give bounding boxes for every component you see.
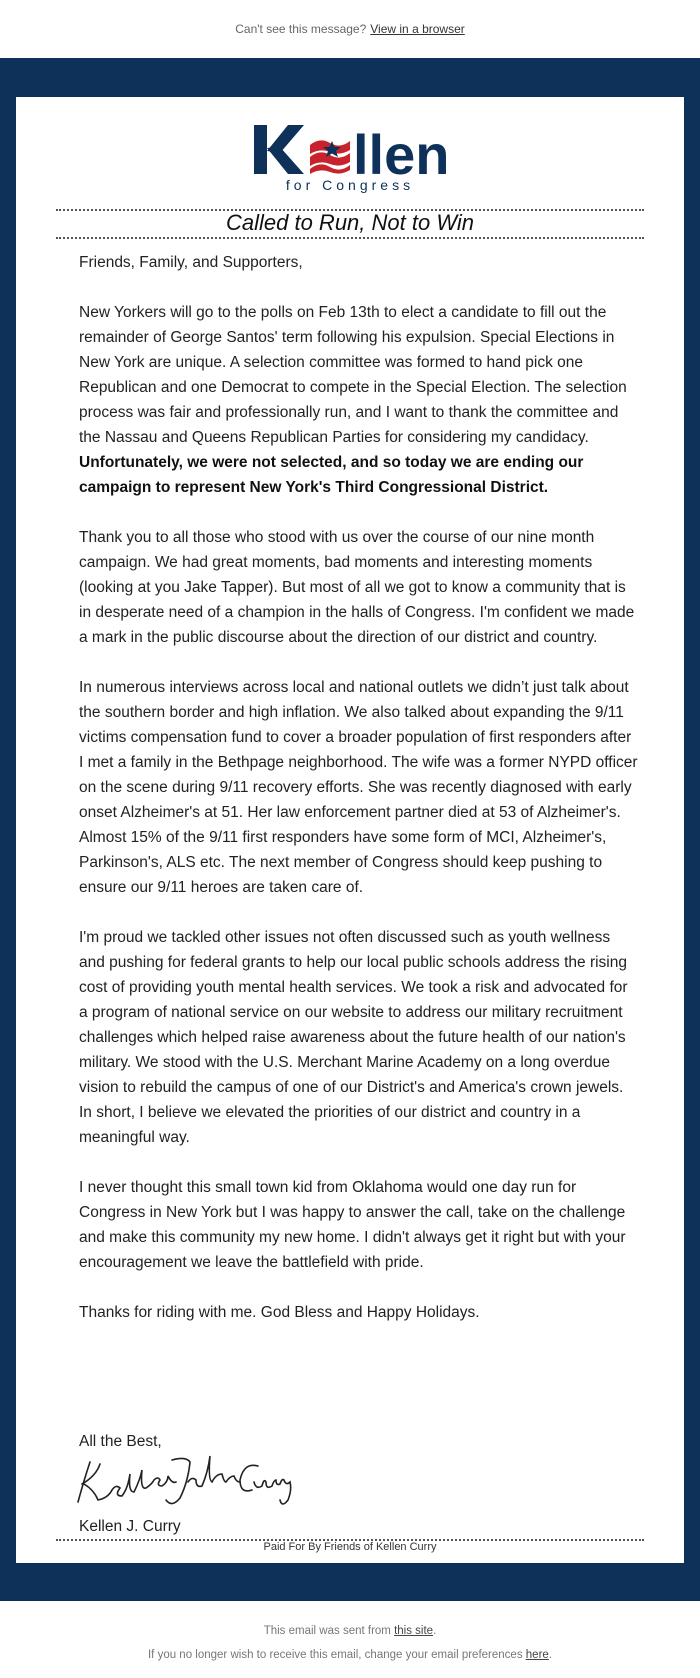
closing: All the Best, [79,1433,162,1450]
footer-line-1 [0,1625,700,1637]
divider-bottom [56,237,644,239]
paragraph-5: I never thought this small town kid from Oklahoma would one day run for Congress in New York but I was happy to answer the call, take on the challenge and make this community my new home. I didn't always get it right but with your encouragement we leave the battlefield with pride. [79,1179,626,1271]
signer-name: Kellen J. Curry [79,1518,181,1535]
preheader-text: Can't see this message? [235,22,367,36]
view-in-browser-link[interactable]: View in a browser [370,22,465,36]
greeting: Friends, Family, and Supporters, [79,254,303,271]
paid-for-disclaimer: Paid For By Friends of Kellen Curry [263,1541,437,1553]
logo-subtitle-text: for Congress [285,177,415,193]
tagline: Called to Run, Not to Win [225,210,475,235]
footer-line-1-suffix: . [433,1625,437,1637]
paragraph-3: In numerous interviews across local and national outlets we didn’t just talk about the southern border and high inflation. We also talked about expanding the 9/11 victims compensation fund to cover a broader population of first responders after I met a family in the Bethpage neighborhood. The wife was a former NYPD officer on the scene during 9/11 recovery efforts. She was recently diagnosed with early onset Alzheimer's at 51. Her law enforcement partner died at 53 of Alzheimer's. Almost 15% of the 9/11 first responders have some form of MCI, Alzheimer's, Parkinson's, ALS etc. The next member of Congress should keep pushing to ensure our 9/11 heroes are taken care of. [79,679,638,896]
paragraph-6: Thanks for riding with me. God Bless and Happy Holidays. [79,1304,480,1321]
paragraph-4: I'm proud we tackled other issues not often discussed such as youth wellness and pushing for federal grants to help our local public schools address the rising cost of providing youth mental health services. We took a risk and advocated for a program of national service on our website to address our military recruitment challenges which helped raise awareness about the future health of our nation's military. We stood with the U.S. Merchant Marine Academy on a long overdue vision to rebuild the campus of one of our District's and America's crown jewels. In short, I believe we elevated the priorities of our district and country in a meaningful way. [79,929,628,1146]
signature-image [72,1452,302,1514]
footer-line-2-suffix: . [548,1649,553,1661]
footer-line-2-text: If you no longer wish to receive this email, change your email preferences [147,1649,523,1661]
logo-graphic [250,121,450,193]
letter-body [79,250,639,1325]
this-site-link[interactable]: this site [394,1625,434,1637]
email-card [16,97,684,1563]
flag-stripes-star-icon [310,140,350,174]
campaign-logo [16,121,684,201]
paragraph-1-text: New Yorkers will go to the polls on Feb 13th to elect a candidate to fill out the remainder of George Santos' term following his expulsion. Special Elections in New York are unique. A selection committee was formed to hand pick one Republican and one Democrat to compete in the Special Election. The selection process was fair and professionally run, and I want to thank the committee and the Nassau and Queens Republican Parties for considering my candidacy. [79,304,627,446]
footer-line-1-text: This email was sent from [263,1625,391,1637]
footer-line-2 [0,1649,700,1661]
preferences-link[interactable]: here [525,1649,549,1661]
paragraph-1 [79,300,639,500]
email-footer [0,1601,700,1678]
preheader [0,0,700,58]
paragraph-2: Thank you to all those who stood with us over the course of our nine month campaign. We had great moments, bad moments and interesting moments (looking at you Jake Tapper). But most of all we got to know a community that is in desperate need of a champion in the halls of Congress. I'm confident we made a mark in the public discourse about the direction of our district and country. [79,529,635,646]
paragraph-1-bold: Unfortunately, we were not selected, and so today we are ending our campaign to represent New York's Third Congressional District. [79,454,584,496]
logo-name-text: llen [353,123,450,186]
